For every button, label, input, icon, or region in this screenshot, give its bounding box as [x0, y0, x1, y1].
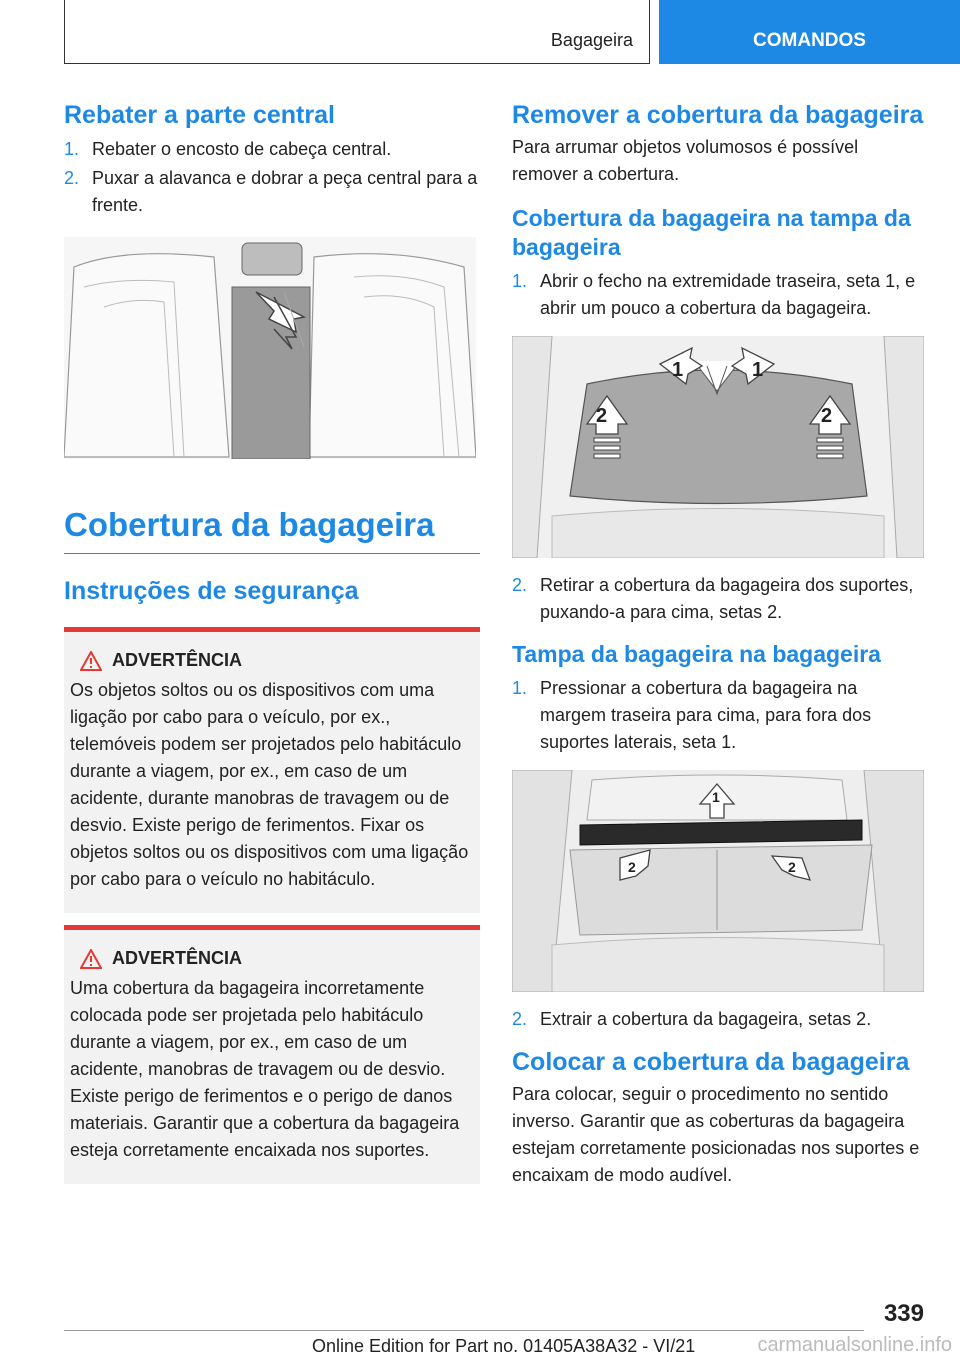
fig-label-1-center: 1: [712, 789, 720, 805]
warning-text: Os objetos soltos ou os dispositivos com uma ligação por cabo para o veículo, por ex., telemóveis podem ser projetados pelo habitáculo durante a viagem, por ex., em caso de um acidente, durante manobras de travagem ou de desvio. Existe perigo de ferimentos. Fixar os objetos soltos ou os dispositivos com uma ligação por cabo para o veículo no habitáculo.: [70, 680, 469, 889]
header-chapter-tab[interactable]: COMANDOS: [659, 0, 960, 64]
warning-box-1: [64, 627, 480, 913]
safety-section-title: Instruções de segurança: [64, 577, 359, 605]
warning-triangle-icon: [80, 949, 102, 969]
trunk-subsection-title: Tampa da bagageira na bagageira: [512, 641, 881, 667]
remove-text: Para arrumar objetos volumosos é possível remover a cobertura.: [512, 137, 859, 184]
warning-heading: ADVERTÊNCIA: [80, 650, 474, 671]
warning-heading: ADVERTÊNCIA: [80, 948, 474, 969]
trunk-steps: [512, 675, 928, 756]
list-item: 2. Extrair a cobertura da bagageira, setas 2.: [512, 1009, 872, 1029]
list-item: 1. Rebater o encosto de cabeça central.: [64, 139, 392, 159]
cover-chapter-title: Cobertura da bagageira: [64, 506, 435, 543]
fig-label-2-left: 2: [628, 859, 636, 875]
fig-label-1-right: 1: [752, 359, 764, 381]
fig-label-2-left: 2: [596, 405, 608, 427]
list-item: 2. Puxar a alavanca e dobrar a peça central para a frente.: [64, 168, 478, 215]
list-item: 1. Abrir o fecho na extremidade traseira, seta 1, e abrir um pouco a cobertura da bagageira.: [512, 271, 916, 318]
watermark-text: carmanualsonline.info: [757, 1334, 952, 1356]
fig-label-1-left: 1: [672, 359, 684, 381]
lid-steps: [512, 268, 928, 322]
trunk-cover-figure: [512, 770, 924, 992]
header-section-label: Bagageira: [550, 30, 633, 50]
header-box: [64, 0, 650, 64]
lid-steps-cont: [512, 572, 928, 626]
place-section-title: Colocar a cobertura da bagageira: [512, 1048, 910, 1076]
right-column: [512, 100, 928, 1189]
warning-text: Uma cobertura da bagageira incorretamente colocada pode ser projetada pelo habitáculo durante a viagem, por ex., em caso de um acidente, manobras de travagem ou de desvio. Existe perigo de ferimentos e o perigo de danos materiais. Garantir que a cobertura da bagageira esteja corretamente encaixada nos suportes.: [70, 978, 460, 1160]
list-item: 2. Retirar a cobertura da bagageira dos suportes, puxando-a para cima, setas 2.: [512, 575, 914, 622]
page-number: 339: [883, 1300, 924, 1327]
remove-section-title: Remover a cobertura da bagageira: [512, 101, 924, 129]
trunk-steps-cont: [512, 1006, 928, 1033]
chapter-rule: [64, 553, 480, 554]
footer-rule: [64, 1330, 864, 1331]
fig-label-2-right: 2: [821, 405, 833, 427]
footer-edition: Online Edition for Part no. 01405A38A32 - VI/21: [312, 1336, 696, 1356]
rear-seat-figure: [64, 237, 476, 459]
warning-box-2: [64, 925, 480, 1184]
place-text: Para colocar, seguir o procedimento no sentido inverso. Garantir que as coberturas da bagageira estejam corretamente posicionadas nos suportes e encaixam de modo audível.: [512, 1084, 920, 1185]
center-steps: [64, 136, 480, 219]
warning-triangle-icon: [80, 651, 102, 671]
left-column: [64, 100, 480, 1184]
fig-label-2-right: 2: [788, 859, 796, 875]
list-item: 1. Pressionar a cobertura da bagageira na margem traseira para cima, para fora dos suportes laterais, seta 1.: [512, 678, 872, 752]
lid-subsection-title: Cobertura da bagageira na tampa da bagageira: [512, 205, 911, 260]
lid-cover-figure: [512, 336, 924, 558]
center-section-title: Rebater a parte central: [64, 101, 335, 129]
